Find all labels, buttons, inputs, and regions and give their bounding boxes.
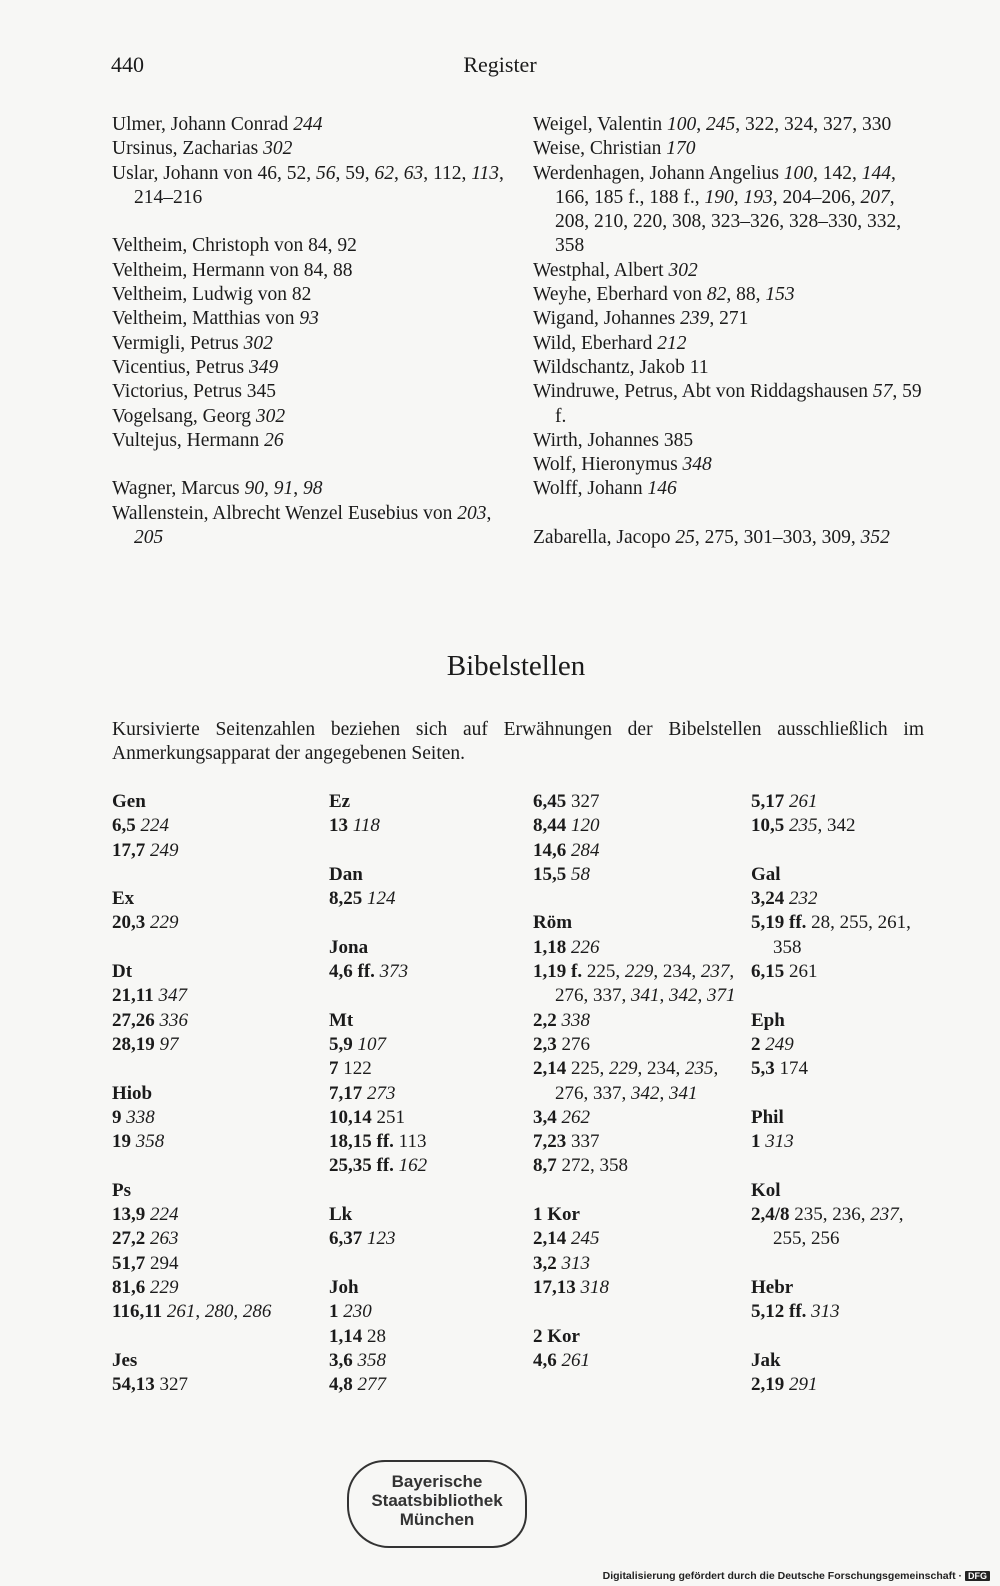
bible-reference: 17,13 318 bbox=[533, 1276, 609, 1298]
bible-reference: 17,7 249 bbox=[112, 839, 179, 861]
bible-book-heading: Ps bbox=[112, 1179, 131, 1201]
bible-reference: 28,19 97 bbox=[112, 1033, 179, 1055]
register-entry: Windruwe, Petrus, Abt von Riddagshausen 57, 59 f. bbox=[533, 381, 922, 427]
bible-reference: 3,2 313 bbox=[533, 1252, 590, 1274]
bible-book-heading: Gen bbox=[112, 791, 146, 812]
entry-gap bbox=[112, 863, 312, 887]
intro-paragraph bbox=[112, 718, 924, 767]
register-entry: Wagner, Marcus 90, 91, 98 bbox=[112, 478, 323, 500]
intro-line-2: Anmerkungsapparat der angegebenen Seiten. bbox=[112, 743, 466, 765]
bible-reference: 18,15 ff. 113 bbox=[329, 1131, 427, 1153]
bible-reference: 7,17 273 bbox=[329, 1082, 396, 1104]
register-right-column bbox=[533, 113, 933, 550]
register-entry: Wirth, Johannes 385 bbox=[533, 429, 694, 451]
entry-gap bbox=[751, 984, 941, 1008]
bible-reference: 25,35 ff. 162 bbox=[329, 1155, 428, 1177]
entry-gap bbox=[329, 1179, 529, 1203]
bible-book-heading: Joh bbox=[329, 1276, 359, 1298]
register-entry: Wild, Eberhard 212 bbox=[533, 332, 687, 354]
bible-reference: 10,5 235, 342 bbox=[751, 815, 856, 837]
bible-book-heading: Mt bbox=[329, 1009, 354, 1031]
register-entry: Vogelsang, Georg 302 bbox=[112, 405, 286, 427]
bible-reference: 1,14 28 bbox=[329, 1325, 386, 1347]
entry-gap bbox=[112, 1325, 312, 1349]
bible-reference: 3,6 358 bbox=[329, 1349, 386, 1371]
entry-gap bbox=[751, 839, 941, 863]
bible-reference: 5,19 ff. 28, 255, 261, 358 bbox=[751, 912, 911, 958]
register-entry: Ulmer, Johann Conrad 244 bbox=[112, 114, 323, 135]
bible-reference: 81,6 229 bbox=[112, 1276, 179, 1298]
entry-gap bbox=[533, 502, 933, 526]
footer-text: Digitalisierung gefördert durch die Deutsche Forschungsgemeinschaft · bbox=[602, 1570, 962, 1582]
register-entry: Vicentius, Petrus 349 bbox=[112, 356, 279, 378]
bible-reference: 3,4 262 bbox=[533, 1106, 590, 1128]
bible-book-heading: Hebr bbox=[751, 1276, 794, 1298]
entry-gap bbox=[751, 1252, 941, 1276]
bible-reference: 27,26 336 bbox=[112, 1009, 188, 1031]
stamp-line: Bayerische bbox=[391, 1472, 483, 1491]
register-entry: Wolf, Hieronymus 348 bbox=[533, 454, 712, 476]
register-entry: Ursinus, Zacharias 302 bbox=[112, 138, 293, 160]
register-entry: Werdenhagen, Johann Angelius 100, 142, 144, 166, 185 f., 188 f., 190, 193, 204–206, 207, 208, 210, 220, 308, 323–326, 328–330, 332, 358 bbox=[533, 162, 902, 257]
bible-reference: 4,6 ff. 373 bbox=[329, 961, 409, 983]
bible-reference: 7,23 337 bbox=[533, 1131, 600, 1153]
digitization-footer bbox=[603, 1570, 990, 1582]
entry-gap bbox=[329, 911, 529, 935]
entry-gap bbox=[533, 1179, 743, 1203]
bible-reference: 19 358 bbox=[112, 1131, 165, 1153]
bible-book-heading: Eph bbox=[751, 1009, 785, 1031]
bible-reference: 6,15 261 bbox=[751, 961, 818, 983]
entry-gap bbox=[329, 839, 529, 863]
bible-reference: 15,5 58 bbox=[533, 863, 590, 885]
register-entry: Veltheim, Matthias von 93 bbox=[112, 308, 319, 330]
entry-gap bbox=[329, 1252, 529, 1276]
bible-reference: 1,18 226 bbox=[533, 936, 600, 958]
bible-reference: 116,11 261, 280, 286 bbox=[112, 1301, 272, 1323]
bible-reference: 6,37 123 bbox=[329, 1228, 396, 1250]
intro-line-1: Kursivierte Seitenzahlen beziehen sich auf Erwähnungen der Bibelstellen ausschließlich im bbox=[112, 719, 924, 740]
library-stamp bbox=[347, 1460, 527, 1548]
bible-reference: 2 249 bbox=[751, 1033, 794, 1055]
bible-reference: 1,19 f. 225, 229, 234, 237, 276, 337, 341, 342, 371 bbox=[533, 961, 736, 1007]
bible-book-heading: Hiob bbox=[112, 1082, 153, 1104]
stamp-line: München bbox=[399, 1510, 475, 1529]
bible-book-heading: Kol bbox=[751, 1179, 781, 1201]
bible-reference: 51,7 294 bbox=[112, 1252, 179, 1274]
entry-gap bbox=[751, 1082, 941, 1106]
bible-reference: 20,3 229 bbox=[112, 912, 179, 934]
bible-reference: 2,14 245 bbox=[533, 1228, 600, 1250]
bible-reference: 13,9 224 bbox=[112, 1204, 179, 1226]
bible-column-2 bbox=[329, 790, 529, 1397]
entry-gap bbox=[533, 887, 743, 911]
bible-reference: 5,3 174 bbox=[751, 1058, 808, 1080]
bible-book-heading: 2 Kor bbox=[533, 1325, 580, 1347]
bible-book-heading: Jona bbox=[329, 936, 369, 958]
page-number: 440 bbox=[111, 52, 144, 77]
entry-gap bbox=[329, 984, 529, 1008]
bible-book-heading: Ez bbox=[329, 791, 351, 812]
bible-reference: 8,44 120 bbox=[533, 815, 600, 837]
bible-reference: 2,3 276 bbox=[533, 1033, 590, 1055]
register-left-column bbox=[112, 113, 512, 550]
register-entry: Wigand, Johannes 239, 271 bbox=[533, 308, 749, 330]
bible-reference: 1 230 bbox=[329, 1301, 372, 1323]
bible-book-heading: 1 Kor bbox=[533, 1204, 580, 1226]
bible-reference: 4,6 261 bbox=[533, 1349, 590, 1371]
bible-book-heading: Gal bbox=[751, 863, 781, 885]
bible-reference: 9 338 bbox=[112, 1106, 155, 1128]
register-entry: Veltheim, Hermann von 84, 88 bbox=[112, 259, 353, 281]
bible-reference: 2,14 225, 229, 234, 235, 276, 337, 342, 341 bbox=[533, 1058, 719, 1104]
bible-reference: 6,5 224 bbox=[112, 815, 169, 837]
register-entry: Weigel, Valentin 100, 245, 322, 324, 327, 330 bbox=[533, 114, 892, 135]
register-entry: Wolff, Johann 146 bbox=[533, 478, 677, 500]
register-entry: Victorius, Petrus 345 bbox=[112, 381, 277, 403]
register-entry: Vermigli, Petrus 302 bbox=[112, 332, 273, 354]
bible-reference: 2,2 338 bbox=[533, 1009, 590, 1031]
register-entry: Uslar, Johann von 46, 52, 56, 59, 62, 63, 112, 113, 214–216 bbox=[112, 162, 504, 208]
bible-book-heading: Jak bbox=[751, 1349, 781, 1371]
entry-gap bbox=[112, 210, 512, 234]
bible-reference: 54,13 327 bbox=[112, 1374, 188, 1396]
entry-gap bbox=[112, 1154, 312, 1178]
register-entry: Veltheim, Christoph von 84, 92 bbox=[112, 235, 357, 257]
register-entry: Weyhe, Eberhard von 82, 88, 153 bbox=[533, 284, 795, 306]
running-head: Register bbox=[463, 52, 537, 77]
bible-reference: 2,19 291 bbox=[751, 1374, 818, 1396]
bible-reference: 6,45 327 bbox=[533, 791, 600, 812]
register-entry: Vultejus, Hermann 26 bbox=[112, 429, 284, 451]
entry-gap bbox=[751, 1154, 941, 1178]
bible-book-heading: Phil bbox=[751, 1106, 784, 1128]
bible-reference: 7 122 bbox=[329, 1058, 372, 1080]
bible-column-1 bbox=[112, 790, 312, 1397]
entry-gap bbox=[112, 453, 512, 477]
bible-book-heading: Ex bbox=[112, 888, 135, 910]
bible-book-heading: Dan bbox=[329, 863, 363, 885]
register-entry: Westphal, Albert 302 bbox=[533, 259, 698, 281]
bible-reference: 8,25 124 bbox=[329, 888, 396, 910]
bible-reference: 10,14 251 bbox=[329, 1106, 405, 1128]
register-entry: Zabarella, Jacopo 25, 275, 301–303, 309, 352 bbox=[533, 527, 890, 549]
bible-book-heading: Dt bbox=[112, 961, 133, 983]
bible-book-heading: Lk bbox=[329, 1204, 353, 1226]
bible-column-3 bbox=[533, 790, 743, 1373]
entry-gap bbox=[112, 936, 312, 960]
bible-reference: 1 313 bbox=[751, 1131, 794, 1153]
register-entry: Wildschantz, Jakob 11 bbox=[533, 356, 709, 378]
bible-reference: 5,17 261 bbox=[751, 791, 818, 812]
bible-reference: 13 118 bbox=[329, 815, 380, 837]
stamp-line: Staatsbibliothek bbox=[371, 1491, 503, 1510]
entry-gap bbox=[533, 1300, 743, 1324]
register-entry: Veltheim, Ludwig von 82 bbox=[112, 284, 312, 306]
bible-reference: 14,6 284 bbox=[533, 839, 600, 861]
bible-reference: 4,8 277 bbox=[329, 1374, 386, 1396]
entry-gap bbox=[112, 1057, 312, 1081]
register-entry: Weise, Christian 170 bbox=[533, 138, 696, 160]
bible-reference: 3,24 232 bbox=[751, 888, 818, 910]
bible-reference: 21,11 347 bbox=[112, 985, 187, 1007]
bible-book-heading: Jes bbox=[112, 1349, 138, 1371]
register-entry: Wallenstein, Albrecht Wenzel Eusebius von 203, 205 bbox=[112, 502, 492, 549]
bible-reference: 5,9 107 bbox=[329, 1033, 386, 1055]
section-title: Bibelstellen bbox=[446, 650, 586, 682]
bible-column-4 bbox=[751, 790, 941, 1397]
dfg-logo: DFG bbox=[965, 1571, 990, 1581]
entry-gap bbox=[751, 1325, 941, 1349]
bible-book-heading: Röm bbox=[533, 912, 573, 934]
bible-reference: 8,7 272, 358 bbox=[533, 1155, 628, 1177]
bible-reference: 2,4/8 235, 236, 237, 255, 256 bbox=[751, 1204, 904, 1250]
bible-reference: 27,2 263 bbox=[112, 1228, 179, 1250]
bible-reference: 5,12 ff. 313 bbox=[751, 1301, 840, 1323]
